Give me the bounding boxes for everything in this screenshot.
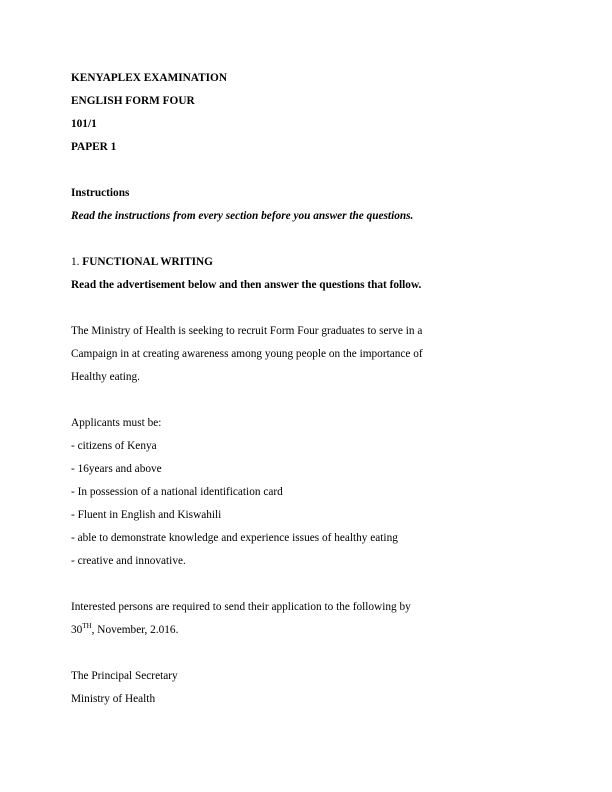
spacer <box>71 159 551 182</box>
advert-intro-line: Healthy eating. <box>71 371 141 383</box>
deadline-suffix: TH <box>82 622 92 631</box>
section-number: 1. <box>71 256 83 268</box>
requirement-item: - 16years and above <box>71 463 162 475</box>
subject-title: ENGLISH FORM FOUR <box>71 95 195 107</box>
requirement-item: - In possession of a national identification card <box>71 486 283 498</box>
deadline-rest: , November, 2.016. <box>91 624 179 636</box>
requirement-item: - Fluent in English and Kiswahili <box>71 509 222 521</box>
requirement-item: - able to demonstrate knowledge and experience issues of healthy eating <box>71 532 398 544</box>
requirements-heading: Applicants must be: <box>71 417 162 429</box>
requirement-item: - citizens of Kenya <box>71 440 157 452</box>
exam-title: KENYAPLEX EXAMINATION <box>71 72 227 84</box>
deadline-date <box>71 619 551 642</box>
deadline-line: Interested persons are required to send their application to the following by <box>71 601 411 613</box>
section-instruction: Read the advertisement below and then answer the questions that follow. <box>71 279 422 291</box>
spacer <box>71 297 551 320</box>
advert-intro-line: The Ministry of Health is seeking to recruit Form Four graduates to serve in a <box>71 325 423 337</box>
spacer <box>71 389 551 412</box>
paper-number: PAPER 1 <box>71 141 117 153</box>
exam-page <box>71 67 551 711</box>
requirement-item: - creative and innovative. <box>71 555 186 567</box>
deadline-day: 30 <box>71 624 83 636</box>
spacer <box>71 573 551 596</box>
address-line: Ministry of Health <box>71 693 156 705</box>
spacer <box>71 642 551 665</box>
spacer <box>71 228 551 251</box>
section-heading <box>71 251 551 274</box>
section-title: FUNCTIONAL WRITING <box>82 256 213 268</box>
instructions-heading: Instructions <box>71 187 130 199</box>
advert-intro-line: Campaign in at creating awareness among young people on the importance of <box>71 348 423 360</box>
address-line: The Principal Secretary <box>71 670 178 682</box>
paper-code: 101/1 <box>71 118 97 130</box>
instructions-text: Read the instructions from every section before you answer the questions. <box>71 210 414 222</box>
